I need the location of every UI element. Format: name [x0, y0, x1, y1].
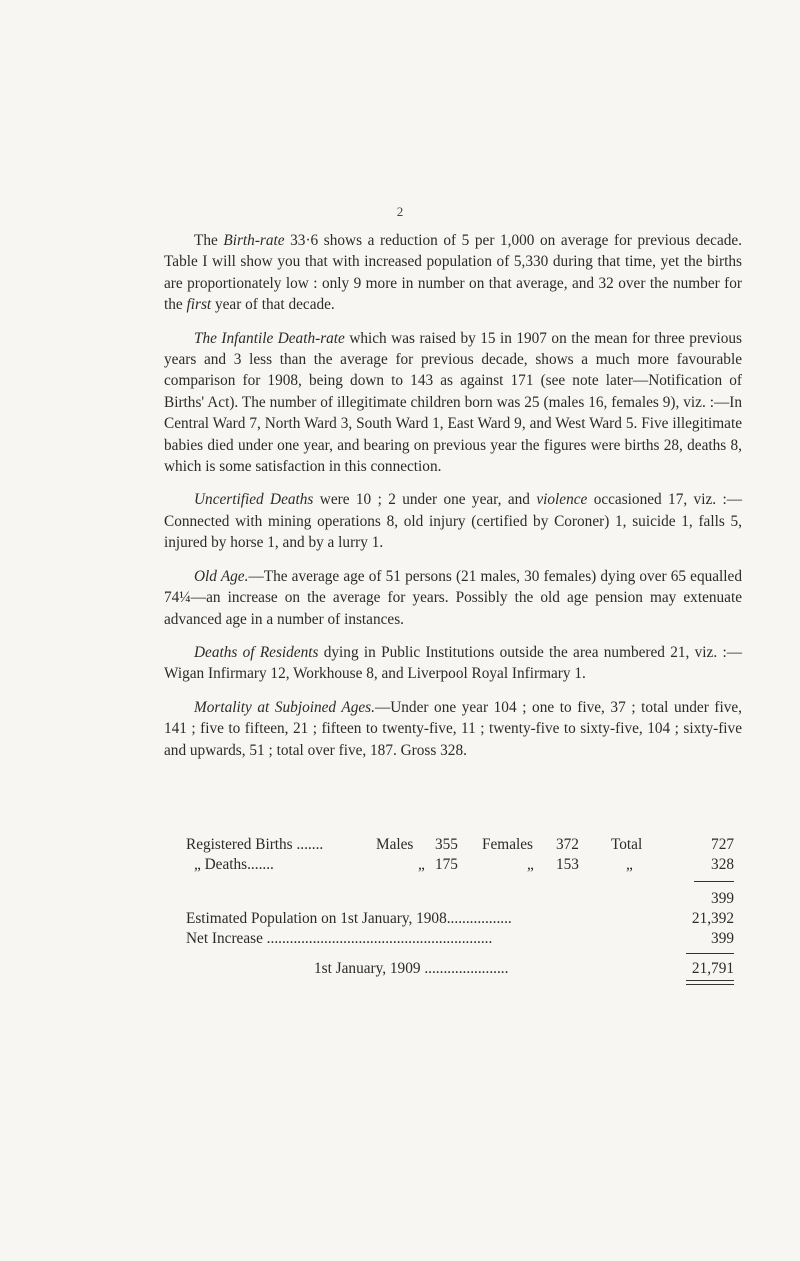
subtotal-rule [694, 881, 734, 882]
estimated-label: Estimated Population on 1st January, 1908................. [186, 910, 512, 927]
paragraph-uncertified [164, 489, 742, 553]
double-rule [686, 980, 734, 985]
page-number: 2 [396, 204, 404, 219]
paragraph-residents [164, 642, 742, 685]
births-total-label: Total [611, 836, 643, 853]
heading-mortality: Mortality at Subjoined Ages. [194, 698, 375, 716]
emphasis-first: first [186, 296, 212, 314]
increase-value: 399 [711, 930, 734, 947]
residents-text: dying in Public Institutions outside the area numbered 21, viz. :—Wigan Infirmary 12, Workhouse 8, and Liverpool Royal Infirmary 1. [164, 643, 742, 683]
increase-label: Net Increase ........................................................... [186, 930, 493, 947]
lead-word: The [194, 232, 224, 249]
result-row [186, 959, 748, 979]
increase-row [186, 929, 748, 949]
births-males: 355 [435, 836, 458, 853]
mortality-text: —Under one year 104 ; one to five, 37 ; total under five, 141 ; five to fifteen, 21 ; fifteen to twenty-five, 11 ; twenty-five to sixty-five, 104 ; sixty-five and upwards, 51 ; total over five, 187. Gross 328. [164, 698, 742, 759]
deaths-total: 328 [711, 856, 734, 873]
old-age-text: —The average age of 51 persons (21 males, 30 females) dying over 65 equalled 74¼—an increase on the average for years. Possibly the old age pension may extenuate advanced age in a number of instances. [164, 567, 742, 628]
result-value: 21,791 [691, 960, 734, 977]
report-body [164, 230, 742, 773]
emphasis-violence: violence [536, 491, 588, 509]
rule-row-2 [186, 949, 748, 959]
birth-rate-text: 33·6 shows a reduction of 5 per 1,000 on average for previous decade. Table I will show you that with increased population of 5,330 during that time, yet the births are proportionately low : only 9 more in number on that average, and 32 over the number for the [164, 232, 742, 314]
births-females-label: Females [482, 836, 533, 853]
estimated-value: 21,392 [691, 910, 734, 927]
result-label: 1st January, 1909 ...................... [314, 960, 509, 977]
heading-birth-rate: Birth-rate [223, 232, 285, 249]
heading-old-age: Old Age. [194, 567, 249, 585]
deaths-females: 153 [556, 856, 579, 873]
deaths-males-label: „ [418, 856, 425, 873]
rule-row-3 [186, 979, 748, 987]
births-label: Registered Births ....... [186, 836, 324, 853]
heading-uncertified: Uncertified Deaths [194, 491, 314, 509]
paragraph-infantile [164, 328, 742, 478]
paragraph-old-age [164, 566, 742, 630]
total-rule [686, 953, 734, 954]
deaths-row [186, 855, 748, 875]
population-summary [186, 835, 748, 987]
difference-value: 399 [711, 890, 734, 907]
paragraph-mortality [164, 697, 742, 761]
paragraph-birth-rate [164, 230, 742, 316]
uncertified-text: were 10 ; 2 under one year, and [313, 491, 537, 509]
rule-row-1 [186, 875, 748, 889]
uncertified-tail: occasioned 17, viz. :—Connected with mining operations 8, old injury (certified by Coroner) 1, suicide 1, falls 5, injured by horse 1, and by a lurry 1. [164, 491, 742, 552]
difference-row [186, 889, 748, 909]
infantile-text: which was raised by 15 in 1907 on the mean for three previous years and 3 less than the average for previous decade, shows a much more favourable comparison for 1908, being down to 143 as against 171 (see note later—Notification of Births' Act). The number of illegitimate children born was 25 (males 16, females 9), viz. :—In Central Ward 7, North Ward 3, South Ward 1, East Ward 9, and West Ward 5. Five illegitimate babies died under one year, and bearing on previous year the figures were births 28, deaths 8, which is some satisfaction in this connection. [164, 329, 742, 476]
births-row [186, 835, 748, 855]
deaths-total-label: „ [626, 856, 633, 873]
heading-residents: Deaths of Residents [194, 643, 319, 661]
births-males-label: Males [376, 836, 414, 853]
heading-infantile: The Infantile Death-rate [194, 329, 345, 347]
births-females: 372 [556, 836, 579, 853]
estimated-row [186, 909, 748, 929]
births-total: 727 [711, 836, 734, 853]
deaths-males: 175 [435, 856, 458, 873]
birth-rate-tail: year of that decade. [211, 296, 335, 314]
deaths-females-label: „ [527, 856, 534, 873]
deaths-label: „ Deaths....... [194, 856, 274, 873]
